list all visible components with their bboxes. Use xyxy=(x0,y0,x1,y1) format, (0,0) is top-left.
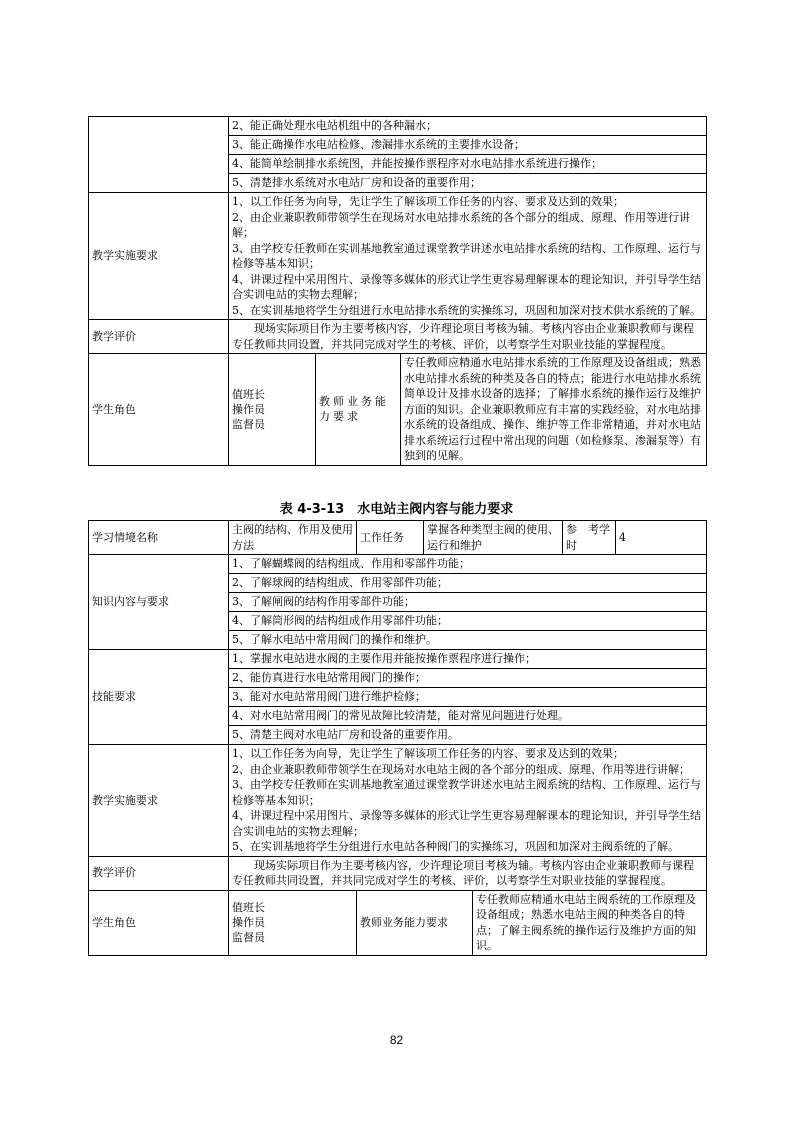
task-label: 工作任务 xyxy=(357,521,424,555)
table-row xyxy=(89,650,707,669)
list-item: 4、对水电站常用阀门的常见故障比较清楚，能对常见问题进行处理。 xyxy=(229,707,707,726)
list-item: 2、能正确处理水电站机组中的各种漏水； xyxy=(229,117,707,136)
list-item: 3、由学校专任教师在实训基地教室通过课堂教学讲述水电站主阀系统的结构、工作原理、运行与检修等基本知识； xyxy=(232,778,701,807)
hours-value: 4 xyxy=(616,521,707,555)
list-item: 1、以工作任务为向导，先让学生了解该项工作任务的内容、要求及达到的效果； xyxy=(232,195,624,208)
situation-label: 学习情境名称 xyxy=(89,521,229,555)
teacher-req-label: 教师业务能力要求 xyxy=(357,890,473,955)
teaching-impl-cell xyxy=(229,745,707,857)
list-item: 1、以工作任务为向导，先让学生了解该项工作任务的内容、要求及达到的效果； xyxy=(232,747,624,760)
list-item: 1、掌握水电站进水阀的主要作用并能按操作票程序进行操作； xyxy=(229,650,707,669)
table-drainage-continued xyxy=(88,116,707,466)
list-item: 4、讲课过程中采用图片、录像等多媒体的形式让学生更容易理解课本的理论知识，并引导学生结合实训电站的实物去理解； xyxy=(232,272,701,301)
list-item: 4、能简单绘制排水系统图，并能按操作票程序对水电站排水系统进行操作； xyxy=(229,155,707,174)
row-label: 教学实施要求 xyxy=(89,745,229,857)
teaching-impl-cell xyxy=(229,193,707,320)
roles-cell xyxy=(229,354,316,466)
table-row xyxy=(89,745,707,857)
role: 值班长 xyxy=(232,387,265,401)
table-header-row xyxy=(89,521,707,555)
task-value: 掌握各种类型主阀的使用、运行和维护 xyxy=(424,521,563,555)
list-item: 2、能仿真进行水电站常用阀门的操作； xyxy=(229,669,707,688)
row-label: 技能要求 xyxy=(89,650,229,745)
table-main-valve xyxy=(88,520,707,956)
teacher-req-text: 专任教师应精通水电站排水系统的工作原理及设备组成；熟悉水电站排水系统的种类及各自的特点；能进行水电站排水系统简单设计及排水设备的选择；了解排水系统的操作运行及维护方面的知识。企业兼职教师应有丰富的实践经验，对水电站排水系统的设备组成、操作、维护等工作非常精通，并对水电站排水系统运行过程中常出现的问题（如检修泵、渗漏泵等）有独到的见解。 xyxy=(401,354,707,466)
role: 操作员 xyxy=(232,916,265,929)
list-item: 5、在实训基地将学生分组进行水电站各种阀门的实操练习，巩固和加深对主阀系统的了解。 xyxy=(232,840,679,853)
table-row xyxy=(89,555,707,574)
list-item: 4、了解筒形阀的结构组成作用零部件功能； xyxy=(229,612,707,631)
teacher-req-label: 教师业务能力要求 xyxy=(316,354,401,466)
list-item: 3、能正确操作水电站检修、渗漏排水系统的主要排水设备； xyxy=(229,136,707,155)
list-item: 2、由企业兼职教师带领学生在现场对水电站排水系统的各个部分的组成、原理、作用等进行讲解； xyxy=(232,210,690,239)
list-item: 2、由企业兼职教师带领学生在现场对水电站主阀的各个部分的组成、原理、作用等进行讲解； xyxy=(232,762,690,776)
list-item: 2、了解球阀的结构组成、作用零部件功能； xyxy=(229,574,707,593)
evaluation-text: 现场实际项目作为主要考核内容，少许理论项目考核为辅。考核内容由企业兼职教师与课程专任教师共同设置，并共同完成对学生的考核、评价，以考察学生对职业技能的掌握程度。 xyxy=(229,856,707,890)
row-label: 教学评价 xyxy=(89,320,229,354)
hours-label: 参 考学时 xyxy=(563,521,616,555)
row-label: 教学实施要求 xyxy=(89,193,229,320)
list-item: 3、了解闸阀的结构作用零部件功能； xyxy=(229,593,707,612)
table-row xyxy=(89,354,707,466)
table-row xyxy=(89,117,707,136)
list-item: 5、了解水电站中常用阀门的操作和维护。 xyxy=(229,631,707,650)
list-item: 5、清楚排水系统对水电站厂房和设备的重要作用； xyxy=(229,174,707,193)
teacher-req-text: 专任教师应精通水电站主阀系统的工作原理及设备组成；熟悉水电站主阀的种类各自的特点；了解主阀系统的操作运行及维护方面的知识。 xyxy=(473,890,707,955)
list-item: 4、讲课过程中采用图片、录像等多媒体的形式让学生更容易理解课本的理论知识，并引导学生结合实训电站的实物去理解； xyxy=(232,809,701,838)
row-label: 学生角色 xyxy=(89,354,229,466)
row-label: 学生角色 xyxy=(89,890,229,955)
page-number: 82 xyxy=(389,1033,404,1047)
roles-cell xyxy=(229,890,357,955)
empty-label-cell xyxy=(89,117,229,193)
list-item: 3、由学校专任教师在实训基地教室通过课堂教学讲述水电站排水系统的结构、工作原理、运行与检修等基本知识； xyxy=(232,241,701,270)
table-row xyxy=(89,856,707,890)
table-row xyxy=(89,320,707,354)
evaluation-text: 现场实际项目作为主要考核内容，少许理论项目考核为辅。考核内容由企业兼职教师与课程专任教师共同设置，并共同完成对学生的考核、评价，以考察学生对职业技能的掌握程度。 xyxy=(229,320,707,354)
list-item: 3、能对水电站常用阀门进行维护检修； xyxy=(229,688,707,707)
table-row xyxy=(89,890,707,955)
list-item: 5、清楚主阀对水电站厂房和设备的重要作用。 xyxy=(229,726,707,745)
row-label: 教学评价 xyxy=(89,856,229,890)
list-item: 1、了解蝴蝶阀的结构组成、作用和零部件功能； xyxy=(229,555,707,574)
role: 值班长 xyxy=(232,901,265,914)
role: 监督员 xyxy=(232,417,265,431)
role: 监督员 xyxy=(232,931,265,944)
row-label: 知识内容与要求 xyxy=(89,555,229,650)
table-row xyxy=(89,193,707,320)
list-item: 5、在实训基地将学生分组进行水电站排水系统的实操练习，巩固和加深对技术供水系统的了解。 xyxy=(232,303,701,317)
role: 操作员 xyxy=(232,402,265,416)
situation-value: 主阀的结构、作用及使用方法 xyxy=(229,521,357,555)
table-caption: 表 4-3-13 水电站主阀内容与能力要求 xyxy=(279,502,514,517)
